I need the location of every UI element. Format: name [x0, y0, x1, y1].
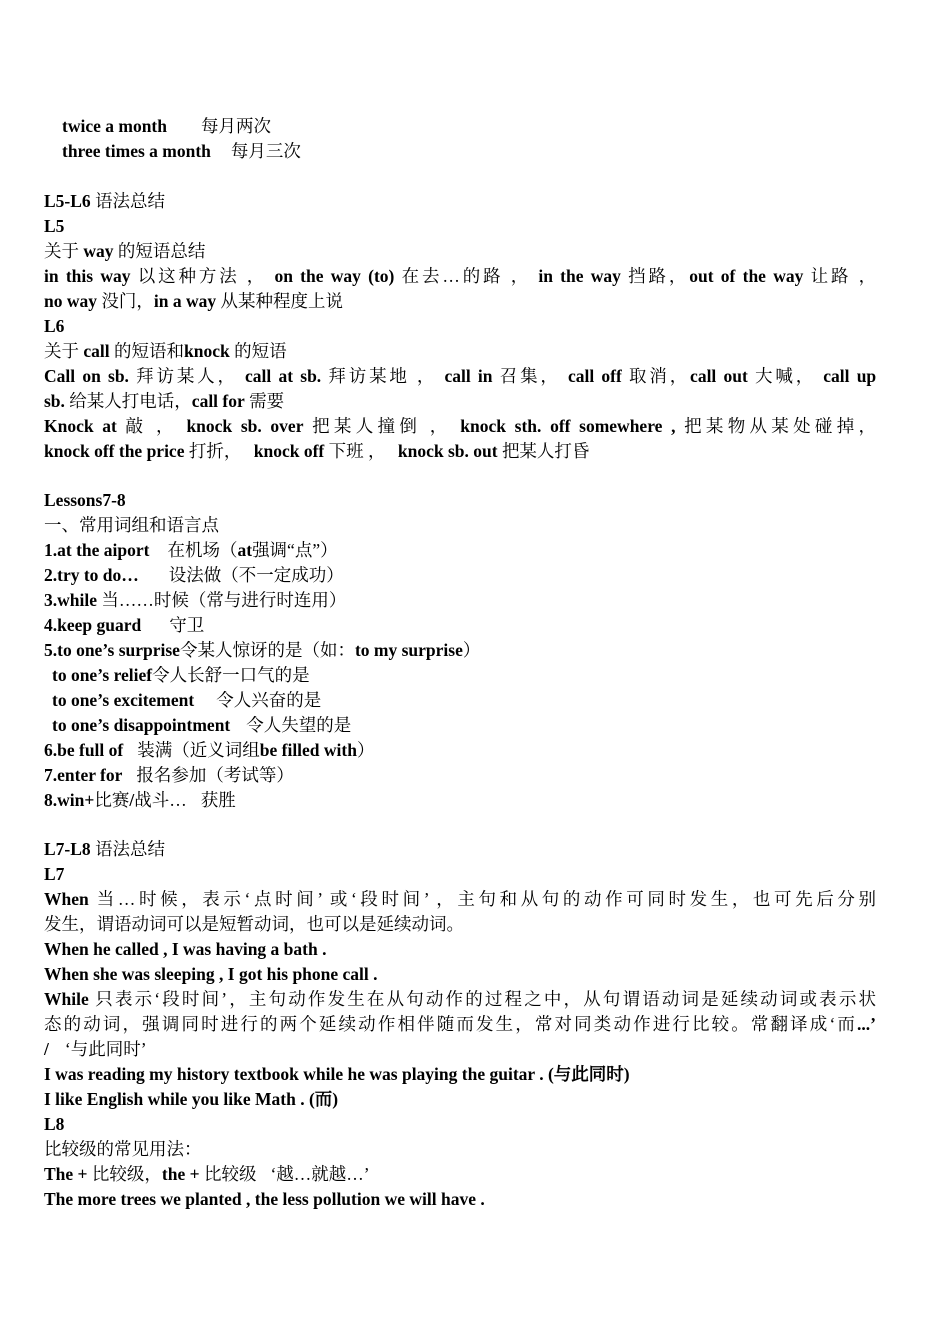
term: /: [44, 1039, 49, 1059]
explanation: 比较级，: [91, 1164, 162, 1184]
when-line-1: [44, 887, 876, 912]
phrase-zh: 给某人打电话，: [69, 391, 192, 411]
phrase-en: in a way: [153, 291, 217, 311]
phrase-zh: 取消，: [629, 366, 691, 386]
phrase-zh: 强调“点”）: [252, 540, 338, 560]
heading-code: L7-L8: [44, 839, 91, 859]
phrase-zh: 把某物从某处碰掉，: [684, 416, 876, 436]
heading-l5-l6: [44, 189, 876, 214]
text: 的短语: [234, 341, 287, 361]
point-1: [44, 538, 876, 563]
line-three: [62, 139, 876, 164]
phrase-en: to one’s disappointment: [52, 715, 231, 735]
point-7: [44, 763, 876, 788]
phrase-en: knock sb. over: [186, 416, 304, 436]
when-line-2: [44, 912, 876, 937]
phrase-zh: 在去…的路 ，: [401, 266, 532, 286]
phrase-zh: 装满（近义词组: [137, 740, 260, 760]
term: While: [44, 989, 89, 1009]
phrase-en: to one’s relief: [52, 665, 153, 685]
phrase-zh: 从某种程度上说: [220, 291, 343, 311]
example-4: [44, 1087, 876, 1112]
phrase-zh: 获胜: [200, 790, 236, 810]
label-text: L8: [44, 1114, 65, 1134]
explanation: 当…时候，表示‘点时间’ 或‘段时间’ ，主句和从句的动作可同时发生，也可先后分别: [96, 889, 877, 909]
point-6: [44, 738, 876, 763]
phrase-en: call for: [191, 391, 245, 411]
phrase-en: call off: [567, 366, 622, 386]
phrase-en: call up: [823, 366, 877, 386]
phrase-en: out of the way: [689, 266, 804, 286]
phrase-zh: ）: [462, 640, 481, 660]
term: way: [83, 241, 114, 261]
phrase-zh: 报名参加（考试等）: [136, 765, 294, 785]
explanation: 比较级: [203, 1164, 257, 1184]
comparative-intro: [44, 1137, 876, 1162]
label-l7: [44, 862, 876, 887]
phrase-en: call at sb.: [245, 366, 322, 386]
phrase-zh: 挡路，: [628, 266, 690, 286]
phrase-en: knock sth. off somewhere ,: [460, 416, 676, 436]
term: When: [44, 889, 89, 909]
point-5c: [52, 713, 876, 738]
subheading-text: 一、常用词组和语言点: [44, 515, 219, 535]
point-5a: [52, 663, 876, 688]
way-intro: [44, 239, 876, 264]
term: call: [83, 341, 110, 361]
label-l6: [44, 314, 876, 339]
phrase-en: 6.be full of: [44, 740, 124, 760]
phrase-en: knock off the price: [44, 441, 185, 461]
explanation: ‘越…就越…’: [270, 1164, 370, 1184]
example-sentence: I like English while you like Math .: [44, 1089, 305, 1109]
label-l8: [44, 1112, 876, 1137]
phrase-zh: 比赛: [94, 790, 130, 810]
phrase-en: 3.while: [44, 590, 97, 610]
explanation: ‘与此同时’: [64, 1039, 147, 1059]
text: 关于: [44, 241, 79, 261]
way-line-1: [44, 264, 876, 289]
phrase-zh: 让路 ，: [810, 266, 877, 286]
label-text: L6: [44, 316, 65, 336]
phrase-zh: 战斗…: [134, 790, 187, 810]
phrase-en: knock sb. out: [397, 441, 498, 461]
phrase-en: Call on sb.: [44, 366, 129, 386]
text: 的短语总结: [117, 241, 206, 261]
example-sentence: When she was sleeping , I got his phone call .: [44, 964, 378, 984]
point-5b: [52, 688, 876, 713]
explanation: 比较级的常见用法：: [44, 1139, 202, 1159]
phrase-zh: 打折，: [188, 441, 242, 461]
phrase-en: 2.try to do…: [44, 565, 139, 585]
term: ...’: [857, 1014, 876, 1034]
phrase-en: 8.win+: [44, 790, 95, 810]
label-l5: [44, 214, 876, 239]
phrase-en: knock off: [253, 441, 325, 461]
phrase-zh: 敲 ，: [125, 416, 178, 436]
phrase-zh: 令人长舒一口气的是: [152, 665, 310, 685]
phrase-en: to one’s excitement: [52, 690, 195, 710]
phrase-zh: 召集，: [499, 366, 561, 386]
call-intro: [44, 339, 876, 364]
example-note: (与此同时): [547, 1064, 630, 1084]
heading-text: Lessons7-8: [44, 490, 126, 510]
label-text: L5: [44, 216, 65, 236]
phrase-en: 1.at the aiport: [44, 540, 150, 560]
example-sentence: I was reading my history textbook while he was playing the guitar .: [44, 1064, 544, 1084]
phrase-zh: 把某人打昏: [501, 441, 590, 461]
phrase-en: on the way (to): [274, 266, 395, 286]
label-text: L7: [44, 864, 65, 884]
heading-text: 语法总结: [95, 191, 166, 211]
heading-l7-l8: [44, 837, 876, 862]
call-line-2: [44, 389, 876, 414]
example-sentence: The more trees we planted , the less pollution we will have .: [44, 1189, 485, 1209]
explanation: 只表示‘段时间’，主句动作发生在从句动作的过程之中，从句谓语动词是延续动词或表示状: [95, 989, 877, 1009]
phrase-zh: 当……时候（常与进行时连用）: [101, 590, 347, 610]
heading-text: 语法总结: [95, 839, 166, 859]
phrase-zh: 把某人撞倒 ，: [312, 416, 452, 436]
phrase-en: call out: [690, 366, 748, 386]
term: The +: [44, 1164, 88, 1184]
phrase-zh: 令人失望的是: [246, 715, 352, 735]
term: to my surprise: [354, 640, 463, 660]
point-5: [44, 638, 876, 663]
phrase-zh: 需要: [249, 391, 285, 411]
example-3: [44, 1062, 876, 1087]
while-line-2: [44, 1012, 876, 1037]
point-4: [44, 613, 876, 638]
point-3: [44, 588, 876, 613]
phrase-zh: 拜访某人，: [136, 366, 238, 386]
phrase-zh: 令某人惊讶的是（如：: [179, 640, 355, 660]
phrase-zh: 下班 ，: [328, 441, 386, 461]
while-line-1: [44, 987, 876, 1012]
phrase-en: in the way: [538, 266, 621, 286]
heading-lessons-7-8: [44, 488, 876, 513]
example-sentence: When he called , I was having a bath .: [44, 939, 327, 959]
point-8: [44, 788, 876, 813]
example-2: [44, 962, 876, 987]
phrase-en: three times a month: [62, 141, 211, 161]
line-twice: [62, 114, 876, 139]
term: at: [237, 540, 253, 560]
text: 的短语和: [114, 341, 184, 361]
explanation: 发生，谓语动词可以是短暂动词，也可以是延续动词。: [44, 914, 464, 934]
explanation: 态的动词，强调同时进行的两个延续动作相伴随而发生，常对同类动作进行比较。常翻译成‘而: [44, 1014, 858, 1034]
knock-line-1: [44, 414, 876, 439]
example-5: [44, 1187, 876, 1212]
comparative-pattern: [44, 1162, 876, 1187]
knock-line-2: [44, 439, 876, 464]
phrase-en: Knock at: [44, 416, 117, 436]
phrase-zh: 令人兴奋的是: [216, 690, 322, 710]
example-note: (而): [308, 1089, 339, 1109]
while-line-3: [44, 1037, 876, 1062]
phrase-zh: 拜访某地 ，: [328, 366, 438, 386]
phrase-zh: 大喊，: [755, 366, 817, 386]
phrase-en: 7.enter for: [44, 765, 123, 785]
phrase-zh: 在机场（: [167, 540, 238, 560]
subheading-phrases: [44, 513, 876, 538]
way-line-2: [44, 289, 876, 314]
phrase-en: call in: [444, 366, 493, 386]
phrase-zh: 每月三次: [230, 141, 301, 161]
text: 关于: [44, 341, 79, 361]
phrase-en: 4.keep guard: [44, 615, 142, 635]
term: the +: [161, 1164, 200, 1184]
phrase-en: in this way: [44, 266, 131, 286]
phrase-zh: 设法做（不一定成功）: [168, 565, 344, 585]
phrase-zh: 每月两次: [200, 116, 271, 136]
term: /: [129, 790, 135, 810]
example-1: [44, 937, 876, 962]
phrase-zh: 以这种方法 ，: [137, 266, 268, 286]
phrase-zh: 没门，: [101, 291, 154, 311]
call-line-1: [44, 364, 876, 389]
term: knock: [184, 341, 230, 361]
phrase-en: 5.to one’s surprise: [44, 640, 180, 660]
term: be filled with: [259, 740, 357, 760]
point-2: [44, 563, 876, 588]
phrase-en: no way: [44, 291, 97, 311]
phrase-en: sb.: [44, 391, 65, 411]
phrase-zh: 守卫: [169, 615, 205, 635]
phrase-en: twice a month: [62, 116, 167, 136]
heading-code: L5-L6: [44, 191, 91, 211]
phrase-zh: ）: [356, 740, 375, 760]
